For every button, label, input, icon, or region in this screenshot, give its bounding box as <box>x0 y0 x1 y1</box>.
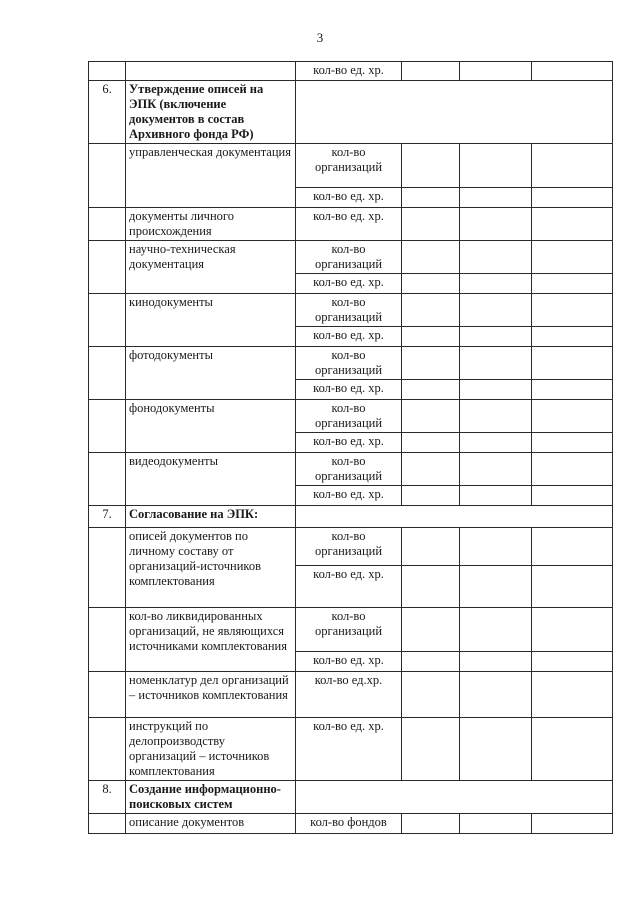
unit-label: кол-во организаций <box>296 144 402 188</box>
unit-label: кол-во ед. хр. <box>296 62 402 81</box>
unit-label: кол-во организаций <box>296 400 402 433</box>
table-row <box>89 718 613 781</box>
unit-label: кол-во ед. хр. <box>296 486 402 506</box>
section-header-row <box>89 781 613 814</box>
unit-label: кол-во фондов <box>296 814 402 834</box>
table-row <box>89 453 613 486</box>
section-title: Согласование на ЭПК: <box>126 506 296 528</box>
row-label: инструкций по делопроизводству организаций – источников комплектования <box>126 718 296 781</box>
row-label: управленческая документация <box>126 144 296 208</box>
section-number: 8. <box>89 781 126 814</box>
row-label: описание документов <box>126 814 296 834</box>
table-row <box>89 241 613 274</box>
table-row <box>89 672 613 718</box>
row-label: номенклатур дел организаций – источников комплектования <box>126 672 296 718</box>
row-label: видеодокументы <box>126 453 296 506</box>
table-row <box>89 144 613 188</box>
page-number: 3 <box>316 30 324 45</box>
table-row <box>89 208 613 241</box>
section-title: Создание информационно-поисковых систем <box>126 781 296 814</box>
unit-label: кол-во ед. хр. <box>296 327 402 347</box>
table-row <box>89 400 613 433</box>
section-number: 7. <box>89 506 126 528</box>
unit-label: кол-во ед. хр. <box>296 380 402 400</box>
unit-label: кол-во организаций <box>296 608 402 652</box>
unit-label: кол-во ед. хр. <box>296 208 402 241</box>
row-label: описей документов по личному составу от организаций-источников комплектования <box>126 528 296 608</box>
unit-label: кол-во ед. хр. <box>296 274 402 294</box>
table-row <box>89 294 613 327</box>
unit-label: кол-во организаций <box>296 347 402 380</box>
row-label: документы личного происхождения <box>126 208 296 241</box>
unit-label: кол-во ед. хр. <box>296 433 402 453</box>
row-label: фонодокументы <box>126 400 296 453</box>
row-label: научно-техническая документация <box>126 241 296 294</box>
section-header-row <box>89 81 613 144</box>
unit-label: кол-во ед. хр. <box>296 652 402 672</box>
section-header-row <box>89 506 613 528</box>
row-label: кол-во ликвидированных организаций, не являющихся источниками комплектования <box>126 608 296 672</box>
section-number: 6. <box>89 81 126 144</box>
unit-label: кол-во ед. хр. <box>296 718 402 781</box>
table-row <box>89 347 613 380</box>
table-row <box>89 608 613 652</box>
unit-label: кол-во ед. хр. <box>296 188 402 208</box>
unit-label: кол-во ед.хр. <box>296 672 402 718</box>
section-title: Утверждение описей на ЭПК (включение документов в состав Архивного фонда РФ) <box>126 81 296 144</box>
unit-label: кол-во ед. хр. <box>296 566 402 608</box>
table-row <box>89 814 613 834</box>
table-row <box>89 528 613 566</box>
unit-label: кол-во организаций <box>296 528 402 566</box>
row-label: кинодокументы <box>126 294 296 347</box>
row-label: фотодокументы <box>126 347 296 400</box>
unit-label: кол-во организаций <box>296 241 402 274</box>
report-table <box>88 61 613 834</box>
unit-label: кол-во организаций <box>296 453 402 486</box>
table-row <box>89 62 613 81</box>
unit-label: кол-во организаций <box>296 294 402 327</box>
